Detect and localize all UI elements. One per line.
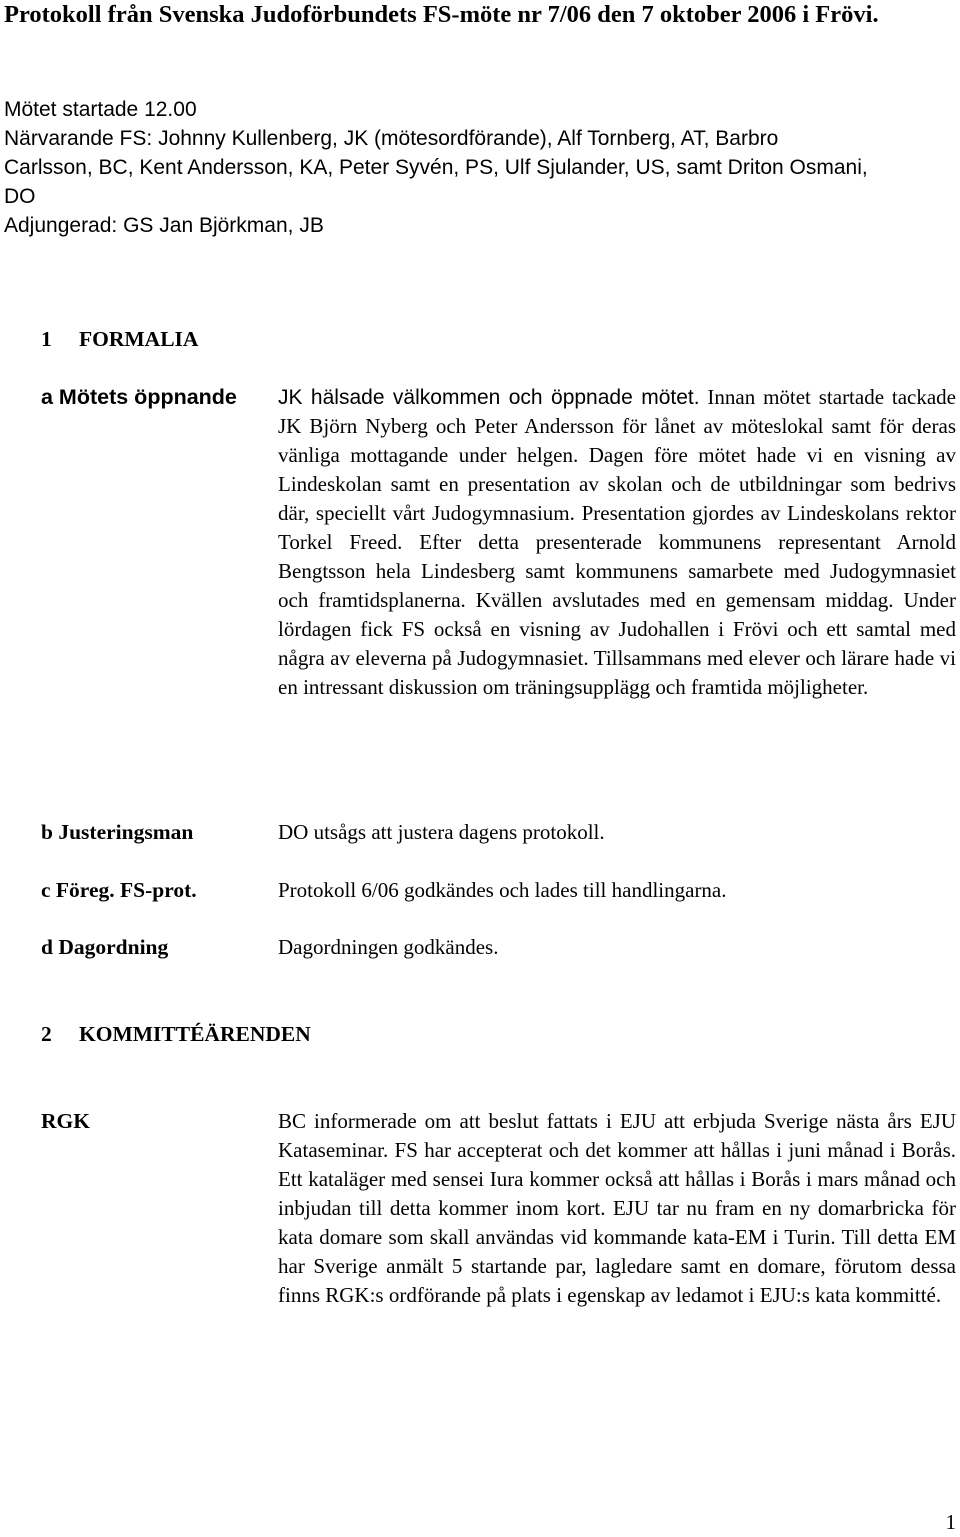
adjunct-line: Adjungerad: GS Jan Björkman, JB xyxy=(4,214,324,237)
item-c-label: c Föreg. FS-prot. xyxy=(41,878,197,902)
attendees-line-3: DO xyxy=(4,185,36,208)
item-d-label: d Dagordning xyxy=(41,935,169,959)
rgk-label: RGK xyxy=(41,1109,90,1133)
item-a-text-sans: JK hälsade välkommen och öppnade mötet. xyxy=(278,386,700,409)
page-number: 1 xyxy=(945,1510,956,1534)
attendees-line-1: Närvarande FS: Johnny Kullenberg, JK (mötesordförande), Alf Tornberg, AT, Barbro xyxy=(4,127,779,150)
rgk-text: BC informerade om att beslut fattats i EJU att erbjuda Sverige nästa års EJU Kataseminar. FS har accepterat och det kommer att hållas i juni månad i Borås. Ett kataläger med sensei Iura kommer också att hållas i Borås i mars månad och inbjudan till detta kommer inom kort. EJU tar nu fram en ny domarbricka för kata domare som skall användas vid kommande kata-EM i Turin. Till detta EM har Sverige anmält 5 startande par, lagledare samt en domare, förutom dessa finns RGK:s ordförande på plats i egenskap av ledamot i EJU:s kata kommitté. xyxy=(278,1109,956,1307)
item-b-label: b Justeringsman xyxy=(41,820,194,844)
item-a-text-serif: Innan mötet startade tackade JK Björn Nyberg och Peter Andersson för lånet av möteslokal samt för deras vänliga mottagande under helgen. Dagen före mötet hade vi en visning av Lindeskolan samt en presentation av skolan och de utbildningar som bedrivs där, speciellt vårt Judogymnasium. Presentation gjordes av Lindeskolans rektor Torkel Freed. Efter detta presenterade kommunens representant Arnold Bengtsson hela Lindesberg samt kommunens samarbete med Judogymnasiet och framtidsplanerna. Kvällen avslutades med en gemensam middag. Under lördagen fick FS också en visning av Judohallen i Frövi och ett samtal med några av eleverna på Judogymnasiet. Tillsammans med elever och lärare hade vi en intressant diskussion om träningsupplägg och framtida möjligheter. xyxy=(278,385,956,699)
item-b-text: DO utsågs att justera dagens protokoll. xyxy=(278,820,605,844)
item-a-text xyxy=(278,383,956,702)
section-1-number: 1 xyxy=(41,327,52,351)
section-1-heading xyxy=(41,324,198,354)
document-title: Protokoll från Svenska Judoförbundets FS-möte nr 7/06 den 7 oktober 2006 i Frövi. xyxy=(4,1,879,28)
item-d-text: Dagordningen godkändes. xyxy=(278,935,499,959)
section-2-heading xyxy=(41,1019,311,1049)
attendees-line-2: Carlsson, BC, Kent Andersson, KA, Peter Syvén, PS, Ulf Sjulander, US, samt Driton Osmani, xyxy=(4,156,868,179)
item-a-label: a Mötets öppnande xyxy=(41,385,237,409)
section-2-number: 2 xyxy=(41,1022,52,1046)
section-2-title: KOMMITTÉÄRENDEN xyxy=(79,1022,311,1046)
meeting-start: Mötet startade 12.00 xyxy=(4,98,197,121)
section-1-title: FORMALIA xyxy=(79,327,199,351)
meeting-intro xyxy=(4,95,956,240)
item-c-text: Protokoll 6/06 godkändes och lades till handlingarna. xyxy=(278,878,727,902)
